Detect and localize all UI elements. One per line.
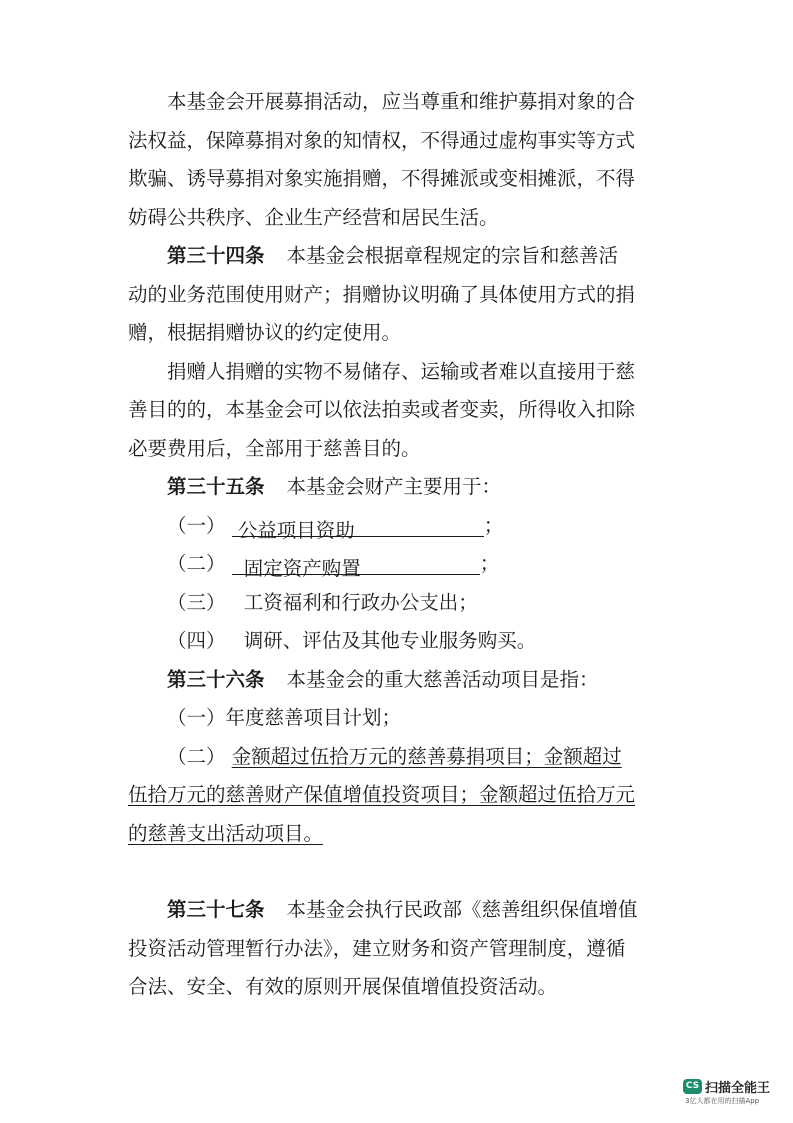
list-item-text: 工资福利和行政办公支出； xyxy=(243,590,478,614)
list-number: （二） xyxy=(167,552,226,575)
list-item xyxy=(128,622,668,661)
list-item: （一）年度慈善项目计划； xyxy=(167,706,402,729)
article-37-title: 第三十七条 xyxy=(167,898,265,921)
fill-in-blank xyxy=(232,550,480,580)
list-item xyxy=(128,738,668,777)
list-item xyxy=(128,507,668,546)
paragraph-line: 赠，根据捐赠协议的约定使用。 xyxy=(128,321,402,344)
watermark-app-name: 扫描全能王 xyxy=(705,1081,771,1096)
paragraph-line xyxy=(128,776,668,815)
article-36-first-line xyxy=(128,661,668,700)
list-item-end: ； xyxy=(483,513,504,537)
article-36-intro: 本基金会的重大慈善活动项目是指： xyxy=(286,667,599,691)
article-34-first-line xyxy=(128,237,668,276)
underlined-text: 的慈善支出活动项目。 xyxy=(128,821,324,845)
paragraph-line: 合法、安全、有效的原则开展保值增值投资活动。 xyxy=(128,975,558,998)
paragraph-line: 欺骗、诱导募捐对象实施捐赠，不得摊派或变相摊派，不得 xyxy=(128,167,636,190)
article-35-first-line xyxy=(128,468,668,507)
paragraph-line: 必要费用后，全部用于慈善目的。 xyxy=(128,436,421,460)
scanner-watermark xyxy=(683,1076,771,1105)
article-37-text: 本基金会执行民政部《慈善组织保值增值 xyxy=(286,898,638,921)
camscanner-logo-icon: CS xyxy=(683,1079,702,1094)
list-number: （四） xyxy=(167,629,226,652)
watermark-tagline: 3亿人都在用的扫描App xyxy=(685,1097,760,1105)
paragraph-line: 捐赠人捐赠的实物不易储存、运输或者难以直接用于慈 xyxy=(167,359,636,383)
list-number: （二） xyxy=(167,744,226,768)
list-item-text: 固定资产购置 xyxy=(243,557,361,580)
paragraph-line: 投资活动管理暂行办法》，建立财务和资产管理制度，遵循 xyxy=(128,936,626,960)
article-35-intro: 本基金会财产主要用于： xyxy=(286,475,502,498)
paragraph-line: 本基金会开展募捐活动，应当尊重和维护募捐对象的合 xyxy=(167,90,636,113)
underlined-text: 金额超过伍拾万元的慈善募捐项目；金额超过 xyxy=(231,744,622,768)
document-body xyxy=(128,83,668,1007)
list-item xyxy=(128,545,668,584)
article-36-title: 第三十六条 xyxy=(167,667,265,691)
article-34-text: 本基金会根据章程规定的宗旨和慈善活 xyxy=(286,244,619,267)
paragraph-line: 善目的的，本基金会可以依法拍卖或者变卖，所得收入扣除 xyxy=(128,398,636,421)
list-number: （三） xyxy=(167,590,226,614)
list-item-text: 调研、评估及其他专业服务购买。 xyxy=(243,629,537,652)
article-37-first-line xyxy=(128,891,668,930)
paragraph-line: 动的业务范围使用财产；捐赠协议明确了具体使用方式的捐 xyxy=(128,282,636,306)
article-35-title: 第三十五条 xyxy=(167,475,265,498)
list-number: （一） xyxy=(167,513,226,537)
fill-in-blank xyxy=(232,512,484,542)
article-34-title: 第三十四条 xyxy=(167,244,265,267)
list-item-text: 公益项目资助 xyxy=(237,518,355,542)
underlined-text: 伍拾万元的慈善财产保值增值投资项目；金额超过伍拾万元 xyxy=(128,783,636,806)
paragraph-line xyxy=(128,815,668,854)
paragraph-line: 法权益，保障募捐对象的知情权，不得通过虚构事实等方式 xyxy=(128,128,636,152)
list-item-end: ； xyxy=(479,552,500,575)
list-item xyxy=(128,584,668,623)
paragraph-line: 妨碍公共秩序、企业生产经营和居民生活。 xyxy=(128,205,499,229)
